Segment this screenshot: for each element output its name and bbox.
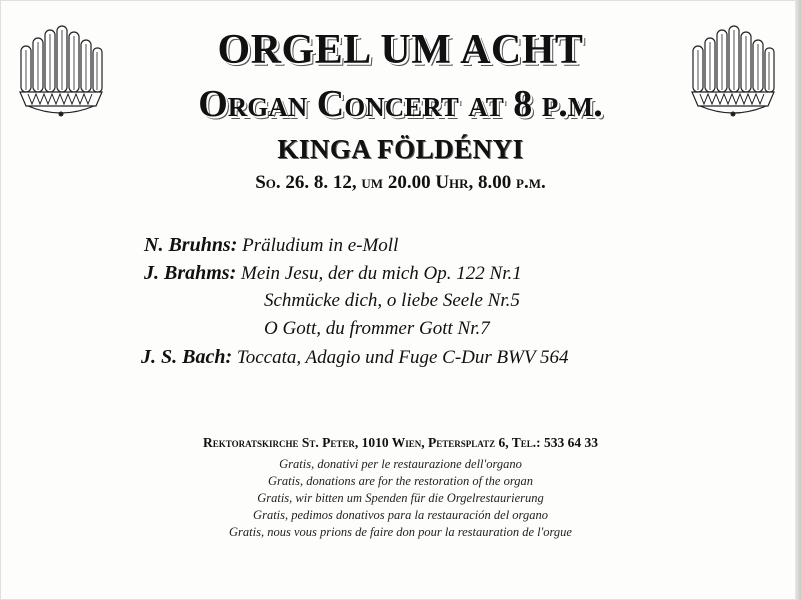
work-title: Präludium in e-Moll	[242, 235, 399, 256]
program-item	[141, 346, 568, 369]
concert-datetime: So. 26. 8. 12, um 20.00 Uhr, 8.00 p.m.	[255, 172, 546, 193]
donation-note: Gratis, nous vous prions de faire don pour la restauration de l'orgue	[229, 525, 572, 539]
donation-note: Gratis, donations are for the restoration of the organ	[268, 474, 533, 488]
composer-name: J. Brahms:	[144, 262, 237, 284]
title-english: Organ Concert at 8 p.m.	[198, 83, 603, 125]
venue-address: Rektoratskirche St. Peter, 1010 Wien, Petersplatz 6, Tel.: 533 64 33	[203, 435, 598, 450]
title-german: ORGEL UM ACHT	[217, 27, 584, 73]
work-title: Toccata, Adagio und Fuge C-Dur BWV 564	[236, 347, 569, 368]
donation-note: Gratis, donativi per le restaurazione dell'organo	[279, 457, 522, 471]
composer-name: J. S. Bach:	[141, 346, 233, 368]
work-title: O Gott, du frommer Gott Nr.7	[264, 318, 490, 339]
work-title: Mein Jesu, der du mich Op. 122 Nr.1	[241, 263, 522, 284]
program-item	[144, 234, 398, 257]
performer-name: KINGA FÖLDÉNYI	[277, 134, 524, 164]
donation-note: Gratis, pedimos donativos para la restauración del organo	[253, 508, 548, 522]
work-title: Schmücke dich, o liebe Seele Nr.5	[264, 290, 520, 311]
donation-notes	[0, 456, 801, 541]
program-item	[144, 262, 522, 285]
donation-note: Gratis, wir bitten um Spenden für die Orgelrestaurierung	[257, 491, 544, 505]
composer-name: N. Bruhns:	[144, 234, 238, 256]
